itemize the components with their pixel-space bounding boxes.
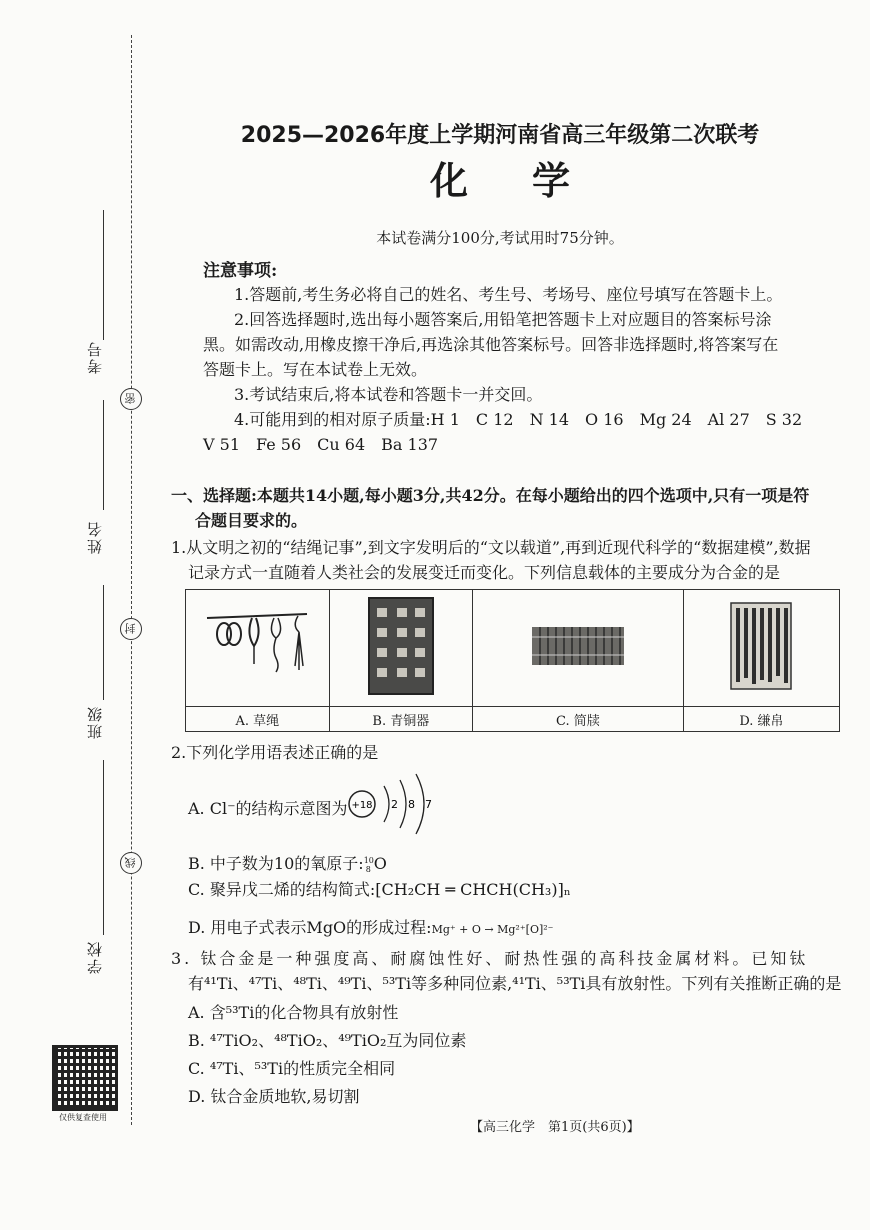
q1-option-b: B. 青铜器 (329, 707, 472, 732)
notice-line-3: 黑。如需改动,用橡皮擦干净后,再选涂其他答案标号。回答非选择题时,将答案写在 (203, 335, 779, 354)
seal-mark-feng: 封 (120, 618, 142, 640)
exam-title: 2025—2026年度上学期河南省高三年级第二次联考 (240, 123, 760, 148)
q1-stem-line-1: 1.从文明之初的“结绳记事”,到文字发明后的“文以载道”,再到近现代科学的“数据建模”,数据 (171, 538, 811, 557)
q1-stem-line-2: 记录方式一直随着人类社会的发展变迁而变化。下列信息载体的主要成分为合金的是 (188, 563, 781, 582)
q1-option-a: A. 草绳 (186, 707, 330, 732)
q3-option-d: D. 钛合金质地软,易切割 (188, 1087, 360, 1106)
q2-option-d (188, 915, 553, 938)
atomic-number: 8 (365, 865, 371, 874)
exam-meta: 本试卷满分100分,考试用时75分钟。 (376, 229, 624, 247)
bronze-inscription-icon (367, 596, 435, 696)
shell-3: 7 (425, 798, 432, 811)
section-heading: 一、选择题:本题共14小题,每小题3分,共42分。在每小题给出的四个选项中,只有一项是符 (171, 486, 810, 505)
qr-code (52, 1045, 118, 1111)
q2-option-a-text: A. Cl⁻的结构示意图为 (188, 799, 348, 818)
q2-option-b-text: B. 中子数为10的氧原子: (188, 854, 364, 873)
q2-option-a (188, 796, 348, 819)
q2-option-c (188, 877, 571, 900)
mass-number: 10 (363, 856, 374, 865)
nuclide-notation (364, 856, 374, 874)
class-underline (103, 585, 104, 700)
q1-image-bronze (329, 590, 472, 707)
seal-mark-mi: 密 (120, 388, 142, 410)
q3-option-c: C. ⁴⁷Ti、⁵³Ti的性质完全相同 (188, 1059, 396, 1078)
section-heading-cont: 合题目要求的。 (195, 511, 308, 530)
shell-2: 8 (408, 798, 415, 811)
q1-image-bamboo (472, 590, 683, 707)
knot-rope-icon (202, 606, 312, 686)
q3-option-a: A. 含⁵³Ti的化合物具有放射性 (188, 1003, 399, 1022)
q1-option-c: C. 简牍 (472, 707, 683, 732)
name-label: 姓名 (86, 520, 104, 554)
notice-line-7: V 51 Fe 56 Cu 64 Ba 137 (203, 435, 439, 454)
silk-manuscript-icon (730, 602, 792, 690)
q1-option-d: D. 缣帛 (683, 707, 839, 732)
exam-number-underline (103, 210, 104, 340)
q2-option-d-text: D. 用电子式表示MgO的形成过程: (188, 918, 432, 937)
notice-line-1: 1.答题前,考生务必将自己的姓名、考生号、考场号、座位号填写在答题卡上。 (234, 285, 783, 304)
shell-1: 2 (391, 798, 398, 811)
school-underline (103, 760, 104, 935)
q1-image-silk (683, 590, 839, 707)
qr-note: 仅供复查使用 (59, 1113, 107, 1122)
q3-stem-line-1: 3. 钛合金是一种强度高、耐腐蚀性好、耐热性强的高科技金属材料。已知钛 (171, 949, 809, 968)
subject-title: 化学 (429, 158, 634, 203)
notice-line-2: 2.回答选择题时,选出每小题答案后,用铅笔把答题卡上对应题目的答案标号涂 (234, 310, 772, 329)
q3-stem-line-2: 有⁴¹Ti、⁴⁷Ti、⁴⁸Ti、⁴⁹Ti、⁵³Ti等多种同位素,⁴¹Ti、⁵³Ti具有放射性。下列有关推断正确的是 (188, 974, 842, 993)
bamboo-slips-icon (530, 621, 626, 671)
seal-mark-xian: 线 (120, 852, 142, 874)
notice-heading: 注意事项: (203, 261, 278, 281)
mgo-electron-formula: Mg⁺ + O → Mg²⁺[O]²⁻ (431, 923, 554, 936)
q1-image-rope (186, 590, 330, 707)
q2-option-b (188, 851, 387, 874)
element-symbol: O (373, 854, 387, 873)
q2-option-c-text: C. 聚异戊二烯的结构简式: (188, 880, 376, 899)
name-underline (103, 400, 104, 510)
notice-line-6: 4.可能用到的相对原子质量:H 1 C 12 N 14 O 16 Mg 24 Al 27 S 32 (234, 410, 803, 429)
notice-line-5: 3.考试结束后,将本试卷和答题卡一并交回。 (234, 385, 543, 404)
notice-line-4: 答题卡上。写在本试卷上无效。 (203, 360, 428, 379)
school-label: 学校 (86, 940, 104, 974)
polyisoprene-formula: [CH₂CH ═ CHCH(CH₃)]ₙ (375, 880, 571, 899)
q1-options-table (185, 589, 840, 732)
class-label: 班级 (86, 705, 104, 739)
binding-dashed-line (131, 35, 132, 1125)
exam-number-label: 考号 (86, 340, 104, 374)
cl-ion-structure-diagram (346, 772, 442, 836)
q2-stem: 2.下列化学用语表述正确的是 (171, 743, 379, 762)
q3-option-b: B. ⁴⁷TiO₂、⁴⁸TiO₂、⁴⁹TiO₂互为同位素 (188, 1031, 467, 1050)
nucleus-charge: +18 (351, 800, 373, 811)
page-footer: 【高三化学 第1页(共6页)】 (470, 1120, 640, 1135)
